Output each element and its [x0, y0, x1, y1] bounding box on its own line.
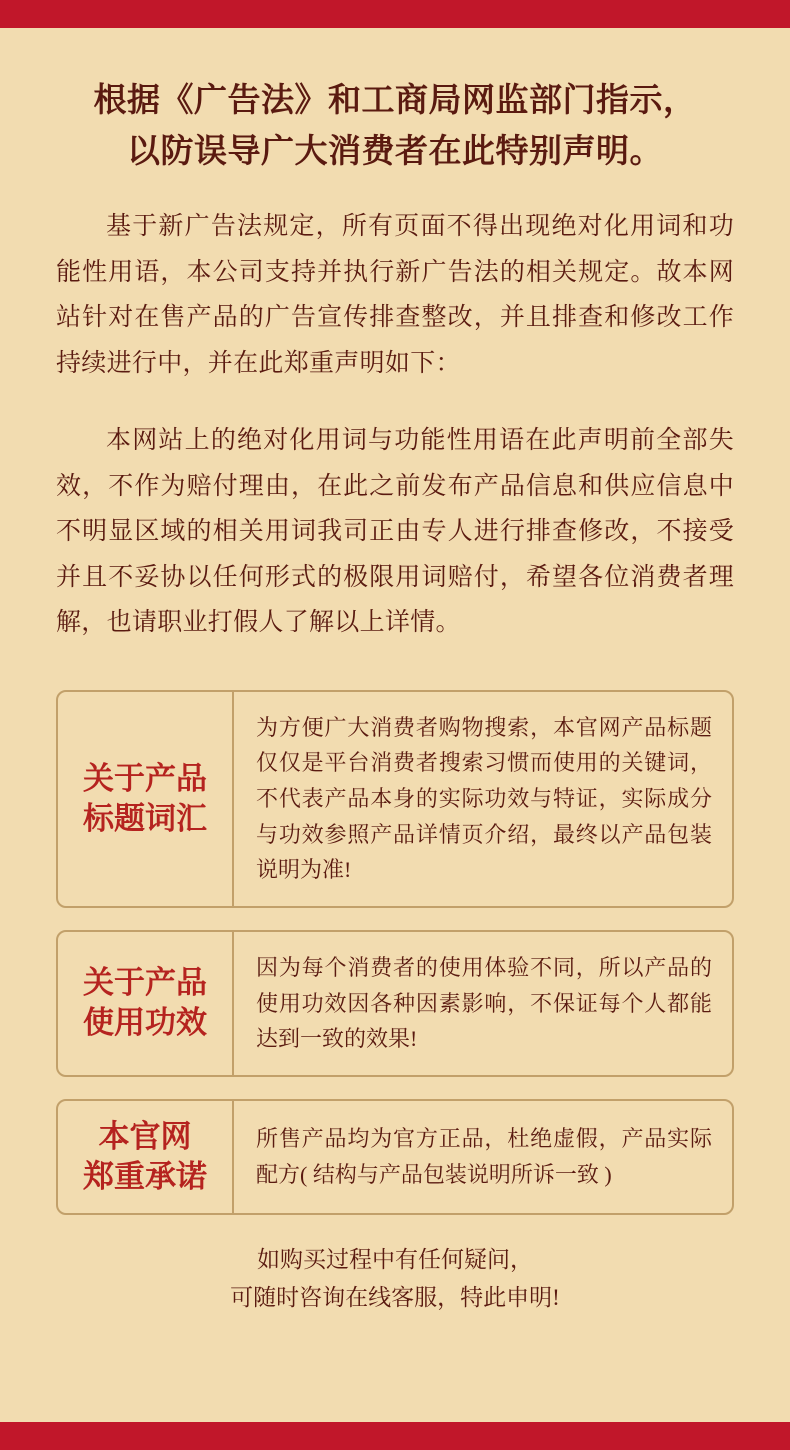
- paragraph-statement-invalidation: 本网站上的绝对化用词与功能性用语在此声明前全部失效，不作为赔付理由，在此之前发布产品信息和供应信息中不明显区域的相关用词我司正由专人进行排查修改，不接受并且不妥协以任何形式的极限用词赔付，希望各位消费者理解，也请职业打假人了解以上详情。: [56, 427, 734, 637]
- card-title-line-1: 本官网: [98, 1118, 192, 1154]
- page-title-line-1: 根据《广告法》和工商局网监部门指示，: [93, 83, 697, 119]
- footer-note: [56, 1241, 734, 1316]
- card-product-title-terms: [56, 690, 734, 908]
- card-title-line-2: 使用功效: [83, 1005, 207, 1041]
- card-official-promise: [56, 1099, 734, 1216]
- card-list: [56, 690, 734, 1216]
- card-title-line-2: 标题词汇: [83, 800, 207, 836]
- paragraph-statement-basis: 基于新广告法规定，所有页面不得出现绝对化用词和功能性用语，本公司支持并执行新广告法的相关规定。故本网站针对在售产品的广告宣传排查整改，并且排查和修改工作持续进行中，并在此郑重声明如下：: [56, 213, 734, 377]
- card-title: [58, 932, 234, 1075]
- card-title-line-2: 郑重承诺: [83, 1159, 207, 1195]
- footer-note-line-2: 可随时咨询在线客服，特此申明!: [230, 1284, 560, 1310]
- card-title-line-1: 关于产品: [83, 760, 207, 796]
- card-product-efficacy: [56, 930, 734, 1077]
- card-title: [58, 692, 234, 906]
- card-body: 因为每个消费者的使用体验不同，所以产品的使用功效因各种因素影响，不保证每个人都能达到一致的效果!: [256, 954, 712, 1052]
- content-panel: [0, 28, 790, 1422]
- card-body: 为方便广大消费者购物搜索，本官网产品标题仅仅是平台消费者搜索习惯而使用的关键词，不代表产品本身的实际功效与特证，实际成分与功效参照产品详情页介绍，最终以产品包装说明为准!: [256, 714, 712, 883]
- card-title-line-1: 关于产品: [83, 965, 207, 1001]
- bottom-red-bar: [0, 1422, 790, 1450]
- top-red-bar: [0, 0, 790, 28]
- page-title: [56, 28, 734, 178]
- card-title: [58, 1101, 234, 1214]
- page-title-line-2: 以防误导广大消费者在此特别声明。: [127, 134, 663, 171]
- card-body: 所售产品均为官方正品，杜绝虚假，产品实际配方( 结构与产品包装说明所诉一致 ): [256, 1126, 712, 1188]
- footer-note-line-1: 如购买过程中有任何疑问，: [257, 1247, 533, 1273]
